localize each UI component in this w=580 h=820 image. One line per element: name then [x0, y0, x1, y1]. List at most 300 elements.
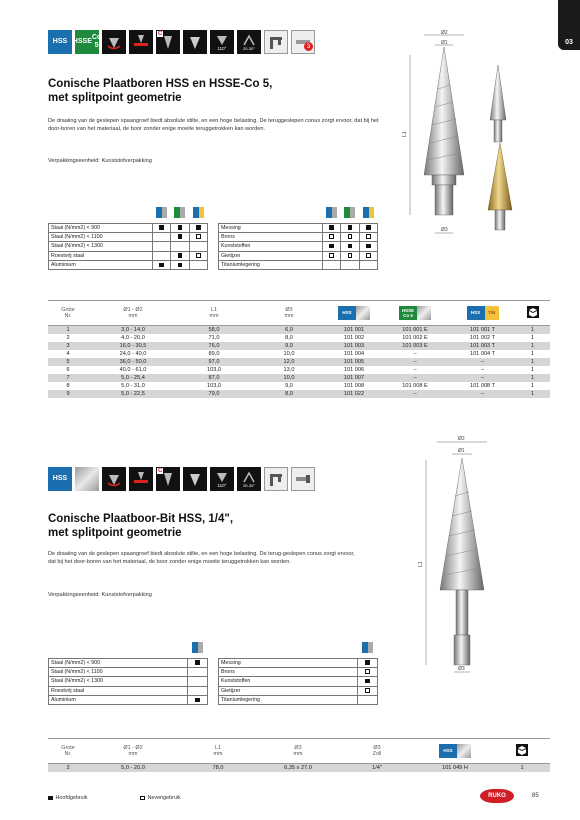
material-row	[49, 242, 208, 251]
col-hsse-header	[380, 301, 450, 326]
empty-square-icon	[365, 688, 370, 693]
steel-swatch	[457, 744, 471, 758]
material-row	[219, 261, 378, 270]
usage-mark-cell	[153, 232, 171, 241]
material-name: Roestvrij staal	[49, 251, 153, 260]
table-row	[48, 342, 550, 350]
filled-square-icon	[178, 253, 183, 258]
hsse-article-cell: 101 001 E	[380, 326, 450, 335]
red-number-badge: 3	[304, 42, 313, 51]
length-cell: 103,0	[207, 367, 221, 373]
hss-article-cell: 101 003	[328, 342, 380, 350]
col-diameter-header	[88, 739, 178, 764]
tin-article-cell: 101 001 T	[450, 326, 515, 335]
material-row	[49, 686, 208, 695]
cone-icon	[183, 467, 207, 491]
hss-col-icon	[323, 205, 341, 223]
table-row	[48, 350, 550, 358]
usage-mark-cell	[359, 242, 377, 251]
diameter-cell: 4,0 - 20,0	[121, 335, 145, 341]
material-name: Brons	[219, 667, 358, 676]
material-row	[219, 242, 378, 251]
empty-square-icon	[140, 796, 145, 801]
filled-square-icon	[159, 263, 164, 268]
hss-col-icon	[153, 205, 171, 223]
product2-packaging: Verpakkingseenheid: Kunststofverpakking	[48, 592, 152, 598]
rotation-icon	[102, 30, 126, 54]
mm-label: mm	[128, 751, 138, 757]
section-tab: 03	[558, 0, 580, 50]
shank-cell: 10,0	[283, 351, 295, 357]
material-row	[49, 696, 208, 705]
shank-cell: 8,0	[285, 335, 293, 341]
filled-square-icon	[178, 234, 183, 239]
length-cell: 87,0	[178, 374, 250, 382]
length-cell: 71,0	[208, 335, 220, 341]
quantity-cell: 1	[530, 383, 535, 389]
usage-mark-cell	[188, 667, 208, 676]
usage-mark-cell	[323, 242, 341, 251]
size-cell: 8	[66, 383, 70, 389]
material-row	[49, 223, 208, 232]
usage-mark-cell	[171, 251, 189, 260]
d3-label: Ø3	[285, 306, 293, 313]
product1-materials-left	[48, 205, 208, 270]
material-row	[49, 677, 208, 686]
empty-square-icon	[365, 669, 370, 674]
angle-20-30-icon	[237, 467, 261, 491]
length-cell: 79,0	[178, 390, 250, 398]
hsse-article-cell: 101 008 E	[402, 383, 428, 389]
hsse-co5-badge	[72, 30, 102, 54]
col-size-header	[48, 739, 88, 764]
col-packaging-header	[494, 739, 550, 764]
length-cell: 97,0	[178, 358, 250, 366]
angle-20-30-label: 20-30°	[243, 482, 255, 488]
usage-mark-cell	[188, 677, 208, 686]
material-row	[219, 232, 378, 241]
dim-d1-label: Ø1	[441, 40, 448, 46]
usage-mark-cell	[323, 223, 341, 232]
material-name: Roestvrij staal	[49, 686, 188, 695]
usage-mark-cell	[153, 261, 171, 270]
col-tin-header	[450, 301, 515, 326]
dim-d2-label: Ø2	[458, 436, 465, 442]
material-name: Gietijzer	[219, 251, 323, 260]
tin-article-cell: –	[450, 358, 515, 366]
table-row	[48, 390, 550, 398]
table-row	[48, 358, 550, 366]
hsse-col-icon	[341, 205, 359, 223]
rotation-icon	[102, 467, 126, 491]
usage-mark-cell	[189, 232, 207, 241]
material-name: Brons	[219, 232, 323, 241]
material-name: Kunststoffen	[219, 677, 358, 686]
usage-mark-cell	[358, 696, 378, 705]
material-name: Messing	[219, 658, 358, 667]
nr-label: Nr.	[64, 313, 72, 319]
sheet-drill-icon	[129, 30, 153, 54]
size-cell: 1	[48, 326, 88, 335]
tin-col-icon	[359, 205, 377, 223]
filled-square-icon	[195, 698, 200, 703]
nr-label: Nr.	[64, 751, 72, 757]
steel-swatch	[356, 306, 370, 320]
usage-mark-cell	[323, 261, 341, 270]
hss-header-badge: HSS	[439, 744, 457, 758]
shank-inch-cell: 1/4"	[338, 764, 416, 773]
hss-article-cell: 101 004	[343, 351, 365, 357]
hsse-article-cell: –	[380, 374, 450, 382]
filled-square-icon	[329, 244, 334, 249]
hss-article-cell: 101 006	[343, 367, 365, 373]
product2-materials-right	[218, 640, 378, 705]
mm-label: mm	[128, 313, 138, 319]
dim-d1-label: Ø1	[458, 448, 465, 454]
usage-mark-cell	[323, 232, 341, 241]
usage-mark-cell	[341, 223, 359, 232]
product1-title-line2: met splitpoint geometrie	[48, 92, 182, 104]
mm-label: mm	[209, 313, 219, 319]
angle-110-label: 110°	[217, 482, 227, 488]
material-name: Staal (N/mm2) < 1300	[49, 242, 153, 251]
table-row	[48, 334, 550, 342]
tin-article-cell: –	[450, 390, 515, 398]
usage-mark-cell	[341, 261, 359, 270]
zoll-label: Zoll	[372, 751, 382, 757]
material-row	[49, 667, 208, 676]
usage-mark-cell	[153, 251, 171, 260]
brand-logo: RUKO	[480, 789, 514, 803]
tin-header-badge: TiN	[485, 306, 499, 320]
hss-article-cell: 101 005	[328, 358, 380, 366]
hss-article-cell: 101 002	[343, 335, 365, 341]
product1-drill-drawing	[398, 25, 538, 245]
angle-110-icon	[210, 30, 234, 54]
quantity-cell: 1	[515, 326, 550, 335]
usage-mark-cell	[358, 667, 378, 676]
filled-square-icon	[348, 244, 353, 249]
dim-l1-label: L1	[402, 131, 408, 137]
tin-article-cell: 101 003 T	[450, 342, 515, 350]
col-size-header	[48, 301, 88, 326]
size-cell: 7	[48, 374, 88, 382]
shank-cell: 6,0	[250, 326, 328, 335]
usage-mark-cell	[189, 261, 207, 270]
shank-cell: 13,0	[283, 367, 295, 373]
col-shank-header	[250, 301, 328, 326]
hsse-text: HSSE	[401, 308, 415, 313]
quantity-cell: 1	[515, 342, 550, 350]
filled-square-icon	[178, 263, 183, 268]
size-cell: 9	[48, 390, 88, 398]
mm-label: mm	[284, 313, 294, 319]
hsse-header-badge	[399, 306, 417, 320]
l1-label: L1	[211, 306, 217, 313]
shank-cell: 8,0	[250, 390, 328, 398]
material-name: Aluminium	[49, 696, 188, 705]
size-cell: 6	[66, 367, 70, 373]
hss-header-badge: HSS	[467, 306, 485, 320]
caliper-icon	[264, 467, 288, 491]
col-diameter-header	[88, 301, 178, 326]
size-cell: 2	[48, 764, 88, 773]
caliper-icon	[264, 30, 288, 54]
usage-mark-cell	[188, 696, 208, 705]
filled-square-icon	[178, 225, 183, 230]
dim-d3-label: Ø3	[458, 666, 465, 672]
material-row	[219, 658, 378, 667]
usage-mark-cell	[358, 677, 378, 686]
legend-main-label: Hoofdgebruik	[55, 795, 88, 801]
tin-article-cell: –	[480, 367, 485, 373]
col-length-header	[178, 301, 250, 326]
package-icon	[526, 305, 540, 319]
bit-number-icon	[291, 30, 315, 54]
steel-swatch	[417, 306, 431, 320]
material-name: Gietijzer	[219, 686, 358, 695]
dim-l1-label: L1	[418, 561, 424, 567]
usage-mark-cell	[323, 251, 341, 260]
material-name: Titaniumlegering	[219, 261, 323, 270]
diameter-cell: 5,0 - 20,0	[88, 764, 178, 773]
cone-c-icon: C	[156, 30, 180, 54]
hsse-article-cell: –	[413, 351, 417, 357]
shank-cell: 6,35 x 27,0	[258, 764, 338, 773]
diameter-cell: 36,0 - 50,0	[88, 358, 178, 366]
usage-mark-cell	[358, 686, 378, 695]
col-length-header	[178, 739, 258, 764]
material-name: Titaniumlegering	[219, 696, 358, 705]
quantity-cell: 1	[530, 367, 535, 373]
hss-col-icon	[358, 640, 378, 658]
size-cell: 2	[66, 335, 70, 341]
hss-article-cell: 101 007	[328, 374, 380, 382]
product2-title-line2: met splitpoint geometrie	[48, 527, 182, 539]
empty-square-icon	[196, 253, 201, 258]
length-cell: 58,0	[178, 326, 250, 335]
angle-110-label: 110°	[217, 45, 227, 51]
product2-drill-drawing	[412, 430, 512, 690]
diameter-cell: 3,0 - 14,0	[88, 326, 178, 335]
size-cell: 5	[48, 358, 88, 366]
hsse-article-cell: 101 002 E	[402, 335, 428, 341]
legend-secondary	[140, 795, 181, 801]
product1-title-line1: Conische Plaatboren HSS en HSSE-Co 5,	[48, 78, 273, 90]
filled-square-icon	[366, 225, 371, 230]
filled-square-icon	[348, 225, 353, 230]
tin-article-cell: 101 008 T	[469, 383, 496, 389]
quantity-cell: 1	[494, 764, 550, 773]
material-name: Staal (N/mm2) < 1300	[49, 677, 188, 686]
material-row	[219, 667, 378, 676]
hsse-article-cell: –	[413, 367, 417, 373]
usage-mark-cell	[189, 223, 207, 232]
product1-description: De draaiing van de geslepen spaangroef biedt absolute stilte, en een hoge belasting. De teruggeslepen conus zorgt ervoor, dat bij het door-boren van het materiaal, de boor zonder enige moeite teruggetrokken kan worden.	[48, 118, 379, 132]
material-row	[49, 251, 208, 260]
table-row	[48, 764, 550, 773]
quantity-cell: 1	[515, 390, 550, 398]
product2-materials-left	[48, 640, 208, 705]
tin-article-cell: –	[450, 374, 515, 382]
filled-square-icon	[365, 679, 370, 684]
d1d2-label: Ø1 - Ø2	[123, 306, 143, 313]
material-row	[219, 677, 378, 686]
shank-cell: 9,0	[250, 342, 328, 350]
material-row	[219, 686, 378, 695]
hss-header-badge: HSS	[338, 306, 356, 320]
usage-mark-cell	[359, 251, 377, 260]
d1d2-label: Ø1 - Ø2	[123, 744, 143, 751]
empty-square-icon	[348, 253, 353, 258]
empty-square-icon	[366, 234, 371, 239]
material-row	[219, 696, 378, 705]
shank-cell: 12,0	[250, 358, 328, 366]
hsse-label: HSSE	[72, 38, 92, 45]
col-shank-inch-header	[338, 739, 416, 764]
filled-square-icon	[365, 660, 370, 665]
tin-article-cell: 101 002 T	[469, 335, 496, 341]
diameter-cell: 40,0 - 61,0	[119, 367, 147, 373]
l1-label: L1	[215, 744, 221, 751]
product1-packaging: Verpakkingseenheid: Kunststofverpakking	[48, 158, 152, 164]
col-packaging-header	[515, 301, 550, 326]
empty-square-icon	[329, 234, 334, 239]
tin-col-icon	[189, 205, 207, 223]
hss-col-icon	[188, 640, 208, 658]
mm-label: mm	[293, 751, 303, 757]
cone-icon	[183, 30, 207, 54]
dim-d3-label: Ø3	[441, 227, 448, 233]
quantity-cell: 1	[530, 335, 535, 341]
hss-article-cell: 101 008	[343, 383, 365, 389]
angle-110-icon	[210, 467, 234, 491]
length-cell: 103,0	[207, 383, 221, 389]
product1-materials-right	[218, 205, 378, 270]
col-hss-header	[328, 301, 380, 326]
diameter-cell: 16,0 - 30,5	[88, 342, 178, 350]
hsse-col-icon	[171, 205, 189, 223]
usage-mark-cell	[358, 658, 378, 667]
quantity-cell: 1	[515, 358, 550, 366]
legend-secondary-label: Nevengebruik	[147, 795, 181, 801]
material-name: Staal (N/mm2) < 900	[49, 223, 153, 232]
hex-shank-icon	[291, 467, 315, 491]
angle-20-30-icon	[237, 30, 261, 54]
usage-mark-cell	[188, 686, 208, 695]
usage-mark-cell	[359, 261, 377, 270]
material-row	[219, 223, 378, 232]
empty-square-icon	[348, 234, 353, 239]
shank-cell: 10,0	[250, 374, 328, 382]
steel-swatch-icon	[75, 467, 99, 491]
usage-mark-cell	[341, 232, 359, 241]
product2-title-line1: Conische Plaatboor-Bit HSS, 1/4",	[48, 513, 234, 525]
usage-mark-cell	[153, 242, 171, 251]
legend-main	[48, 795, 88, 801]
table-row	[48, 382, 550, 390]
filled-square-icon	[329, 225, 334, 230]
dim-d2-label: Ø2	[441, 30, 448, 36]
usage-mark-cell	[341, 242, 359, 251]
tin-article-cell: 101 004 T	[469, 351, 496, 357]
package-icon	[515, 743, 529, 757]
filled-square-icon	[196, 225, 201, 230]
angle-20-30-label: 20-30°	[243, 45, 255, 51]
table-row	[48, 326, 550, 335]
filled-square-icon	[366, 244, 371, 249]
hss-article-cell: 101 001	[328, 326, 380, 335]
diameter-cell: 5,0 - 25,4	[88, 374, 178, 382]
diameter-cell: 5,0 - 31,0	[121, 383, 145, 389]
feature-icon-row	[48, 30, 315, 54]
table-row	[48, 366, 550, 374]
usage-mark-cell	[171, 223, 189, 232]
hss-badge: HSS	[48, 30, 72, 54]
article-number-cell: 101 049 H	[416, 764, 494, 773]
material-row	[219, 251, 378, 260]
material-name: Kunststoffen	[219, 242, 323, 251]
size-cell: 3	[48, 342, 88, 350]
material-row	[49, 261, 208, 270]
table-row	[48, 374, 550, 382]
quantity-cell: 1	[530, 351, 535, 357]
material-name: Messing	[219, 223, 323, 232]
col-shank-header	[258, 739, 338, 764]
co5-label: Co 5	[91, 34, 102, 49]
material-name: Aluminium	[49, 261, 153, 270]
product1-article-table	[48, 300, 550, 398]
product1-title	[48, 77, 368, 105]
hsse-article-cell: –	[380, 358, 450, 366]
usage-mark-cell	[341, 251, 359, 260]
hss-badge: HSS	[48, 467, 72, 491]
hsse-article-cell: –	[380, 390, 450, 398]
usage-mark-cell	[359, 232, 377, 241]
length-cell: 89,0	[208, 351, 220, 357]
empty-square-icon	[366, 253, 371, 258]
quantity-cell: 1	[515, 374, 550, 382]
usage-mark-cell	[189, 242, 207, 251]
empty-square-icon	[196, 234, 201, 239]
hss-article-cell: 101 022	[328, 390, 380, 398]
feature-icon-row-2	[48, 467, 315, 491]
length-cell: 76,0	[178, 342, 250, 350]
filled-square-icon	[195, 660, 200, 665]
grote-label: Grote	[61, 306, 75, 313]
diameter-cell: 24,0 - 40,0	[119, 351, 147, 357]
shank-cell: 9,0	[285, 383, 293, 389]
cone-c-icon: C	[156, 467, 180, 491]
usage-mark-cell	[153, 223, 171, 232]
material-name: Staal (N/mm2) < 900	[49, 658, 188, 667]
usage-mark-cell	[171, 232, 189, 241]
hsse-article-cell: 101 003 E	[380, 342, 450, 350]
usage-mark-cell	[188, 658, 208, 667]
material-name: Staal (N/mm2) < 1100	[49, 232, 153, 241]
length-cell: 78,0	[178, 764, 258, 773]
product2-article-table	[48, 738, 550, 772]
usage-mark-cell	[171, 242, 189, 251]
mm-label: mm	[213, 751, 223, 757]
material-row	[49, 232, 208, 241]
sheet-drill-icon	[129, 467, 153, 491]
product2-title	[48, 512, 368, 540]
filled-square-icon	[159, 225, 164, 230]
usage-mark-cell	[171, 261, 189, 270]
d3-label: Ø3	[294, 744, 302, 751]
material-name: Staal (N/mm2) < 1100	[49, 667, 188, 676]
